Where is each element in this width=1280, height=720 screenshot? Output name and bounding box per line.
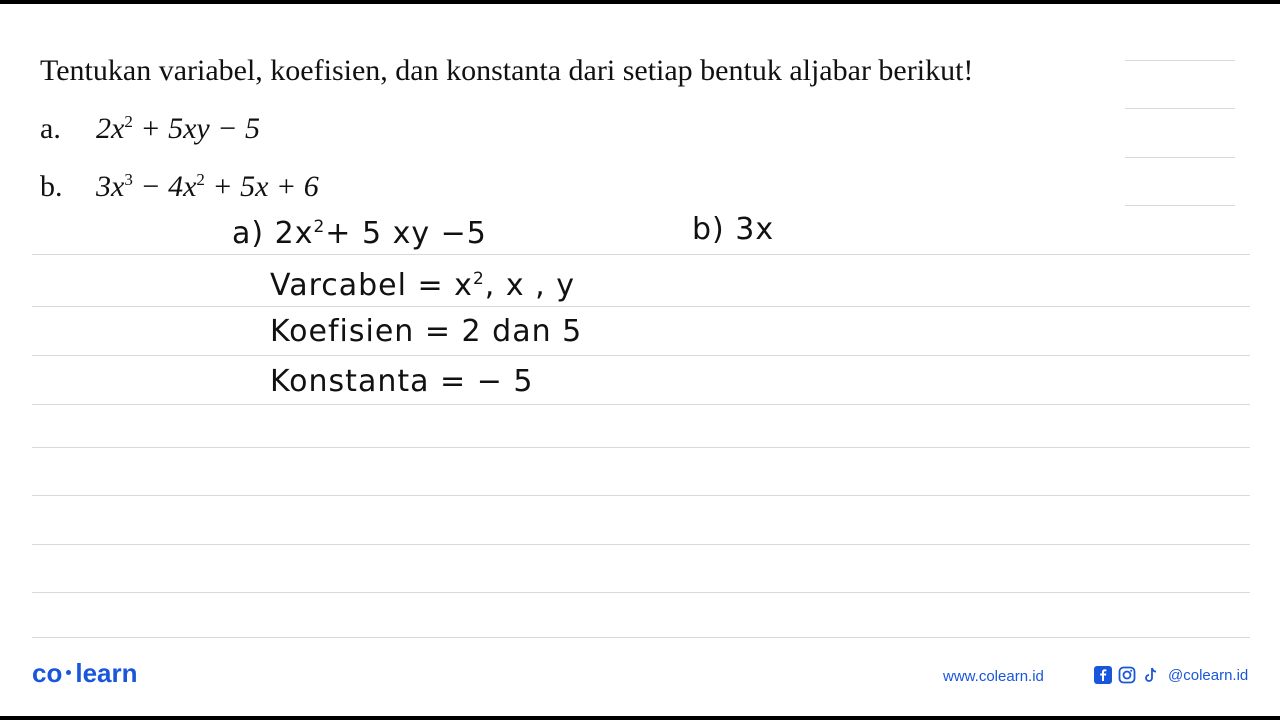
rule-line [1125,205,1235,206]
rule-line [32,495,1250,496]
rule-line [1125,108,1235,109]
social-handle[interactable]: @colearn.id [1168,666,1249,684]
item-label: a. [40,112,61,145]
handwriting-a-heading: a) $2x^2+ 5$ xy −5 [232,216,487,251]
top-border [0,0,1280,4]
colearn-logo: co learn [32,658,138,688]
handwriting-konstanta: Konstanta = − 5 [270,364,534,399]
rule-line [32,306,1250,307]
rule-line [32,355,1250,356]
handwriting-b-heading: b) 3x [692,212,775,247]
rule-line [32,544,1250,545]
handwriting-koefisien: Koefisien = 2 dan 5 [270,314,583,349]
rule-line [1125,157,1235,158]
term: $3x^3 - 4x^2 + 5x + 6$ [96,170,319,203]
rule-line [32,592,1250,593]
instagram-icon[interactable] [1118,666,1136,684]
question-text: Tentukan variabel, koefisien, dan konstanta dari setiap bentuk aljabar berikut! [40,54,974,87]
term: $2x^2 + 5xy - 5$ [96,112,260,145]
rule-line [32,254,1250,255]
social-links [1094,666,1248,684]
handwriting-variabel: Varcabel = $x^2$, x , y [270,268,575,303]
rule-line [32,404,1250,405]
item-b [40,170,319,204]
tiktok-icon[interactable] [1142,666,1160,684]
item-a [40,112,260,146]
item-label: b. [40,170,63,203]
bottom-border [0,716,1280,720]
rule-line [32,447,1250,448]
rule-line [1125,60,1235,61]
website-link[interactable]: www.colearn.id [943,668,1044,685]
facebook-icon[interactable] [1094,666,1112,684]
rule-line [32,637,1250,638]
